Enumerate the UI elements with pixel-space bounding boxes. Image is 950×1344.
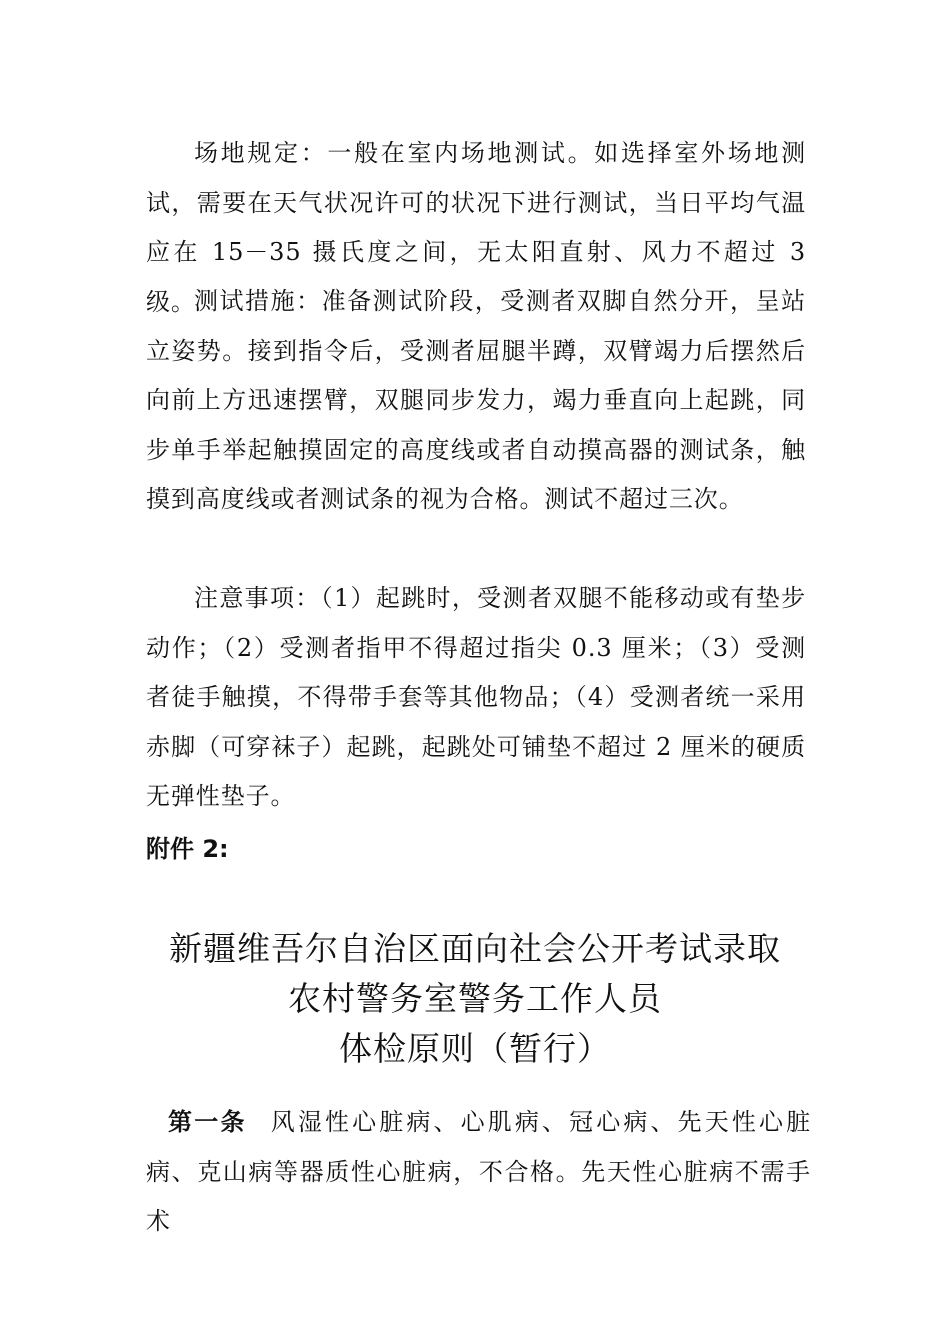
document-title-line-3: 体检原则（暂行） [339, 1029, 611, 1068]
paragraph-test-method: 测试措施：准备测试阶段，受测者双脚自然分开，呈站立姿势。接到指令后，受测者屈腿半蹲，双臂竭力后摆然后向前上方迅速摆臂，双腿同步发力，竭力垂直向上起跳，同步单手举起触摸固定的高度线或者自动摸高器的测试条，触摸到高度线或者测试条的视为合格。测试不超过三次。 [146, 287, 806, 513]
paragraph-venue-rules: 场地规定：一般在室内场地测试。如选择室外场地测试，需要在天气状况许可的状况下进行测试，当日平均气温应在 15－35 摄氏度之间，无太阳直射、风力不超过 3 级。 [146, 139, 806, 316]
paragraph-precautions: 注意事项：（1）起跳时，受测者双腿不能移动或有垫步动作；（2）受测者指甲不得超过指尖 0.3 厘米；（3）受测者徒手触摸，不得带手套等其他物品；（4）受测者统一采用赤脚（可穿袜子）起跳，起跳处可铺垫不超过 2 厘米的硬质无弹性垫子。 [146, 584, 806, 810]
article-1-text: 风湿性心脏病、心肌病、冠心病、先天性心脏病、克山病等器质性心脏病，不合格。先天性心脏病不需手术 [146, 1108, 812, 1235]
document-title-line-1: 新疆维吾尔自治区面向社会公开考试录取 [169, 929, 781, 968]
document-title-line-2: 农村警务室警务工作人员 [288, 979, 662, 1018]
attachment-label: 附件 2: [146, 835, 229, 863]
article-1-heading: 第一条 [168, 1108, 247, 1136]
article-1 [146, 1098, 811, 1247]
